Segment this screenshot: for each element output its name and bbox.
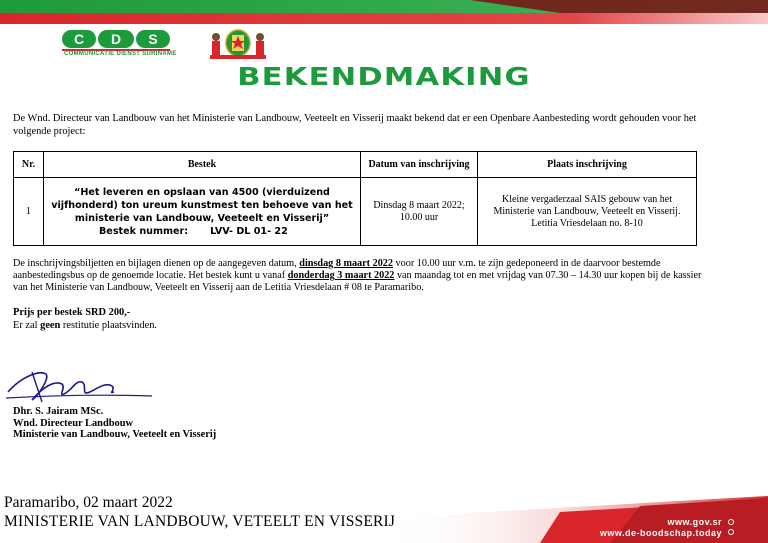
sale-start-date: donderdag 3 maart 2022	[287, 270, 395, 282]
table-header-row	[14, 152, 697, 178]
footer-ministry: MINISTERIE VAN LANDBOUW, VETEELT EN VISSERIJ	[4, 513, 396, 530]
place-line-1: Kleine vergaderzaal SAIS gebouw van het	[501, 193, 673, 205]
place-line-3: Letitia Vriesdelaan no. 8-10	[531, 217, 643, 229]
signer-name: Dhr. S. Jairam MSc.	[13, 406, 104, 417]
svg-text:S: S	[148, 31, 158, 47]
logo-subtitle: COMMUNICATIE DIENST SURINAME	[64, 51, 177, 57]
row-date	[361, 178, 478, 246]
para-part-2: voor 10.00 uur v.m. te zijn gedeponeerd in de daarvoor bestemde aanbestedingsbus op de genoemde locatie. Het bestek kunt u vanaf	[13, 258, 661, 282]
header-plaats: Plaats inschrijving	[478, 152, 697, 178]
header-nr: Nr.	[14, 152, 44, 178]
globe-icon	[728, 529, 734, 535]
price-line: Prijs per bestek SRD 200,-	[13, 307, 131, 318]
bestek-number-label: Bestek nummer:	[99, 225, 189, 237]
bestek-description: “Het leveren en opslaan van 4500 (vierduizend vijfhonderd) ton ureum kunstmest ten behoeve van het ministerie van Landbouw, Veeteelt en Visserij”	[51, 186, 353, 224]
page-title: BEKENDMAKING	[237, 62, 531, 91]
intro-text: De Wnd. Directeur van Landbouw van het Ministerie van Landbouw, Veeteelt en Visserij maakt bekend dat er een Openbare Aanbesteding wordt gehouden voor het volgende project:	[13, 113, 697, 137]
restitution-line	[13, 320, 157, 333]
website-link-boodschap[interactable]: www.de-boodschap.today	[599, 528, 722, 538]
table-row	[14, 178, 697, 246]
date-line-1: Dinsdag 8 maart 2022;	[373, 199, 465, 211]
signature	[2, 366, 162, 406]
globe-icon	[728, 519, 734, 525]
header-datum: Datum van inschrijving	[361, 152, 478, 178]
top-color-bars	[0, 0, 768, 24]
row-bestek	[44, 178, 361, 246]
bestek-number: LVV- DL 01- 22	[210, 225, 288, 237]
svg-text:D: D	[110, 31, 122, 47]
restitution-a: Er zal	[13, 319, 41, 331]
footer-place-date: Paramaribo, 02 maart 2022	[4, 494, 173, 511]
signer-ministry: Ministerie van Landbouw, Veeteelt en Visserij	[13, 429, 217, 441]
coat-of-arms-icon	[202, 27, 274, 61]
date-line-2: 10.00 uur	[399, 211, 439, 223]
para-part-3: van maandag tot en met vrijdag van 07.30 – 14.30 uur kopen bij de kassier van het Ministerie van Landbouw, Veeteelt en Visserij aan de Letitia Vriesdelaan # 08 te Paramaribo.	[13, 270, 702, 294]
restitution-geen: geen	[40, 319, 61, 331]
price-block	[13, 307, 157, 332]
bestek-number-line	[44, 225, 360, 238]
header-bestek: Bestek	[44, 152, 361, 178]
svg-text:C: C	[73, 31, 85, 47]
signer-role: Wnd. Directeur Landbouw	[13, 417, 133, 429]
deadline-date: dinsdag 8 maart 2022	[299, 258, 393, 269]
row-nr: 1	[14, 178, 44, 246]
row-place	[478, 178, 697, 246]
tender-table	[13, 151, 697, 246]
signer-block	[13, 406, 216, 441]
website-link-gov[interactable]: www.gov.sr	[667, 517, 722, 527]
deposit-paragraph	[13, 258, 703, 295]
para-part-1: De inschrijvingsbiljetten en bijlagen dienen op de aangegeven datum,	[13, 258, 300, 269]
place-line-2: Ministerie van Landbouw, Veeteelt en Visserij.	[493, 205, 681, 217]
restitution-c: restitutie plaatsvinden.	[60, 319, 157, 331]
